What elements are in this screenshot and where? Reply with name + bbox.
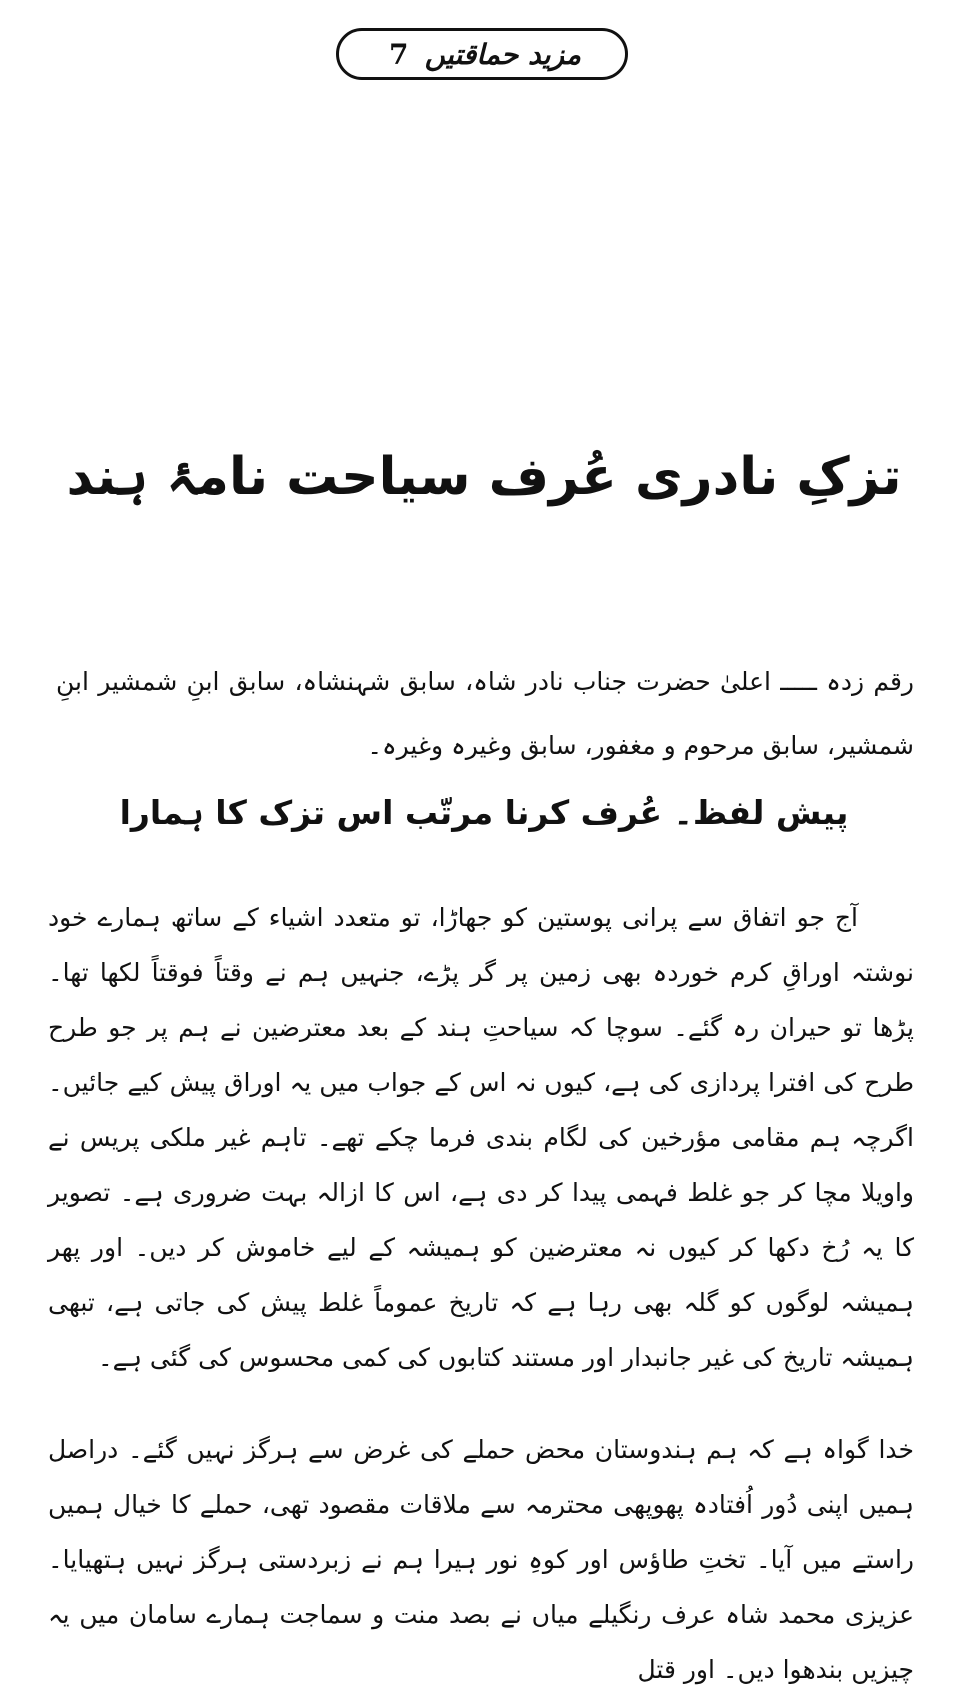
section-heading: پیش لفظ۔ عُرف کرنا مرتّب اس تزک کا ہمارا [119, 793, 849, 832]
page-number: 7 [389, 37, 409, 71]
book-title: مزید حماقتیں [424, 37, 581, 71]
page-header [336, 28, 628, 80]
article-title: تزکِ نادری عُرف سیاحت نامۂ ہند [66, 447, 902, 507]
article-byline: رقم زدہ ـــــ اعلیٰ حضرت جناب نادر شاہ، سابق شہنشاہ، سابق ابنِ شمشیر ابنِ شمشیر، سابق مرحوم و مغفور، سابق وغیرہ وغیرہ۔ [56, 667, 914, 760]
body-paragraph-1: آج جو اتفاق سے پرانی پوستین کو جھاڑا، تو متعدد اشیاء کے ساتھ ہمارے خود نوشتہ اوراقِ کرم خوردہ بھی زمین پر گر پڑے، جنہیں ہم نے وقتاً فوقتاً لکھا تھا۔ پڑھا تو حیران رہ گئے۔ سوچا کہ سیاحتِ ہند کے بعد معترضین نے ہم پر جو طرح طرح کی افترا پردازی کی ہے، کیوں نہ اس کے جواب میں یہ اوراق پیش کیے جائیں۔ اگرچہ ہم مقامی مؤرخین کی لگام بندی فرما چکے تھے۔ تاہم غیر ملکی پریس نے واویلا مچا کر جو غلط فہمی پیدا کر دی ہے، اس کا ازالہ بہت ضروری ہے۔ تصویر کا یہ رُخ دکھا کر کیوں نہ معترضین کو ہمیشہ کے لیے خاموش کر دیں۔ اور پھر ہمیشہ لوگوں کو گلہ بھی رہا ہے کہ تاریخ عموماً غلط پیش کی جاتی ہے، تبھی ہمیشہ تاریخ کی غیر جانبدار اور مستند کتابوں کی کمی محسوس کی گئی ہے۔ [48, 903, 914, 1372]
body-paragraph-2: خدا گواہ ہے کہ ہم ہندوستان محض حملے کی غرض سے ہرگز نہیں گئے۔ دراصل ہمیں اپنی دُور اُفتادہ پھوپھی محترمہ سے ملاقات مقصود تھی، حملے کا خیال ہمیں راستے میں آیا۔ تختِ طاؤس اور کوہِ نور ہیرا ہم نے زبردستی ہرگز نہیں ہتھیایا۔ عزیزی محمد شاہ عرف رنگیلے میاں نے بصد منت و سماجت ہمارے سامان میں یہ چیزیں بندھوا دیں۔ اور قتل [48, 1435, 914, 1684]
